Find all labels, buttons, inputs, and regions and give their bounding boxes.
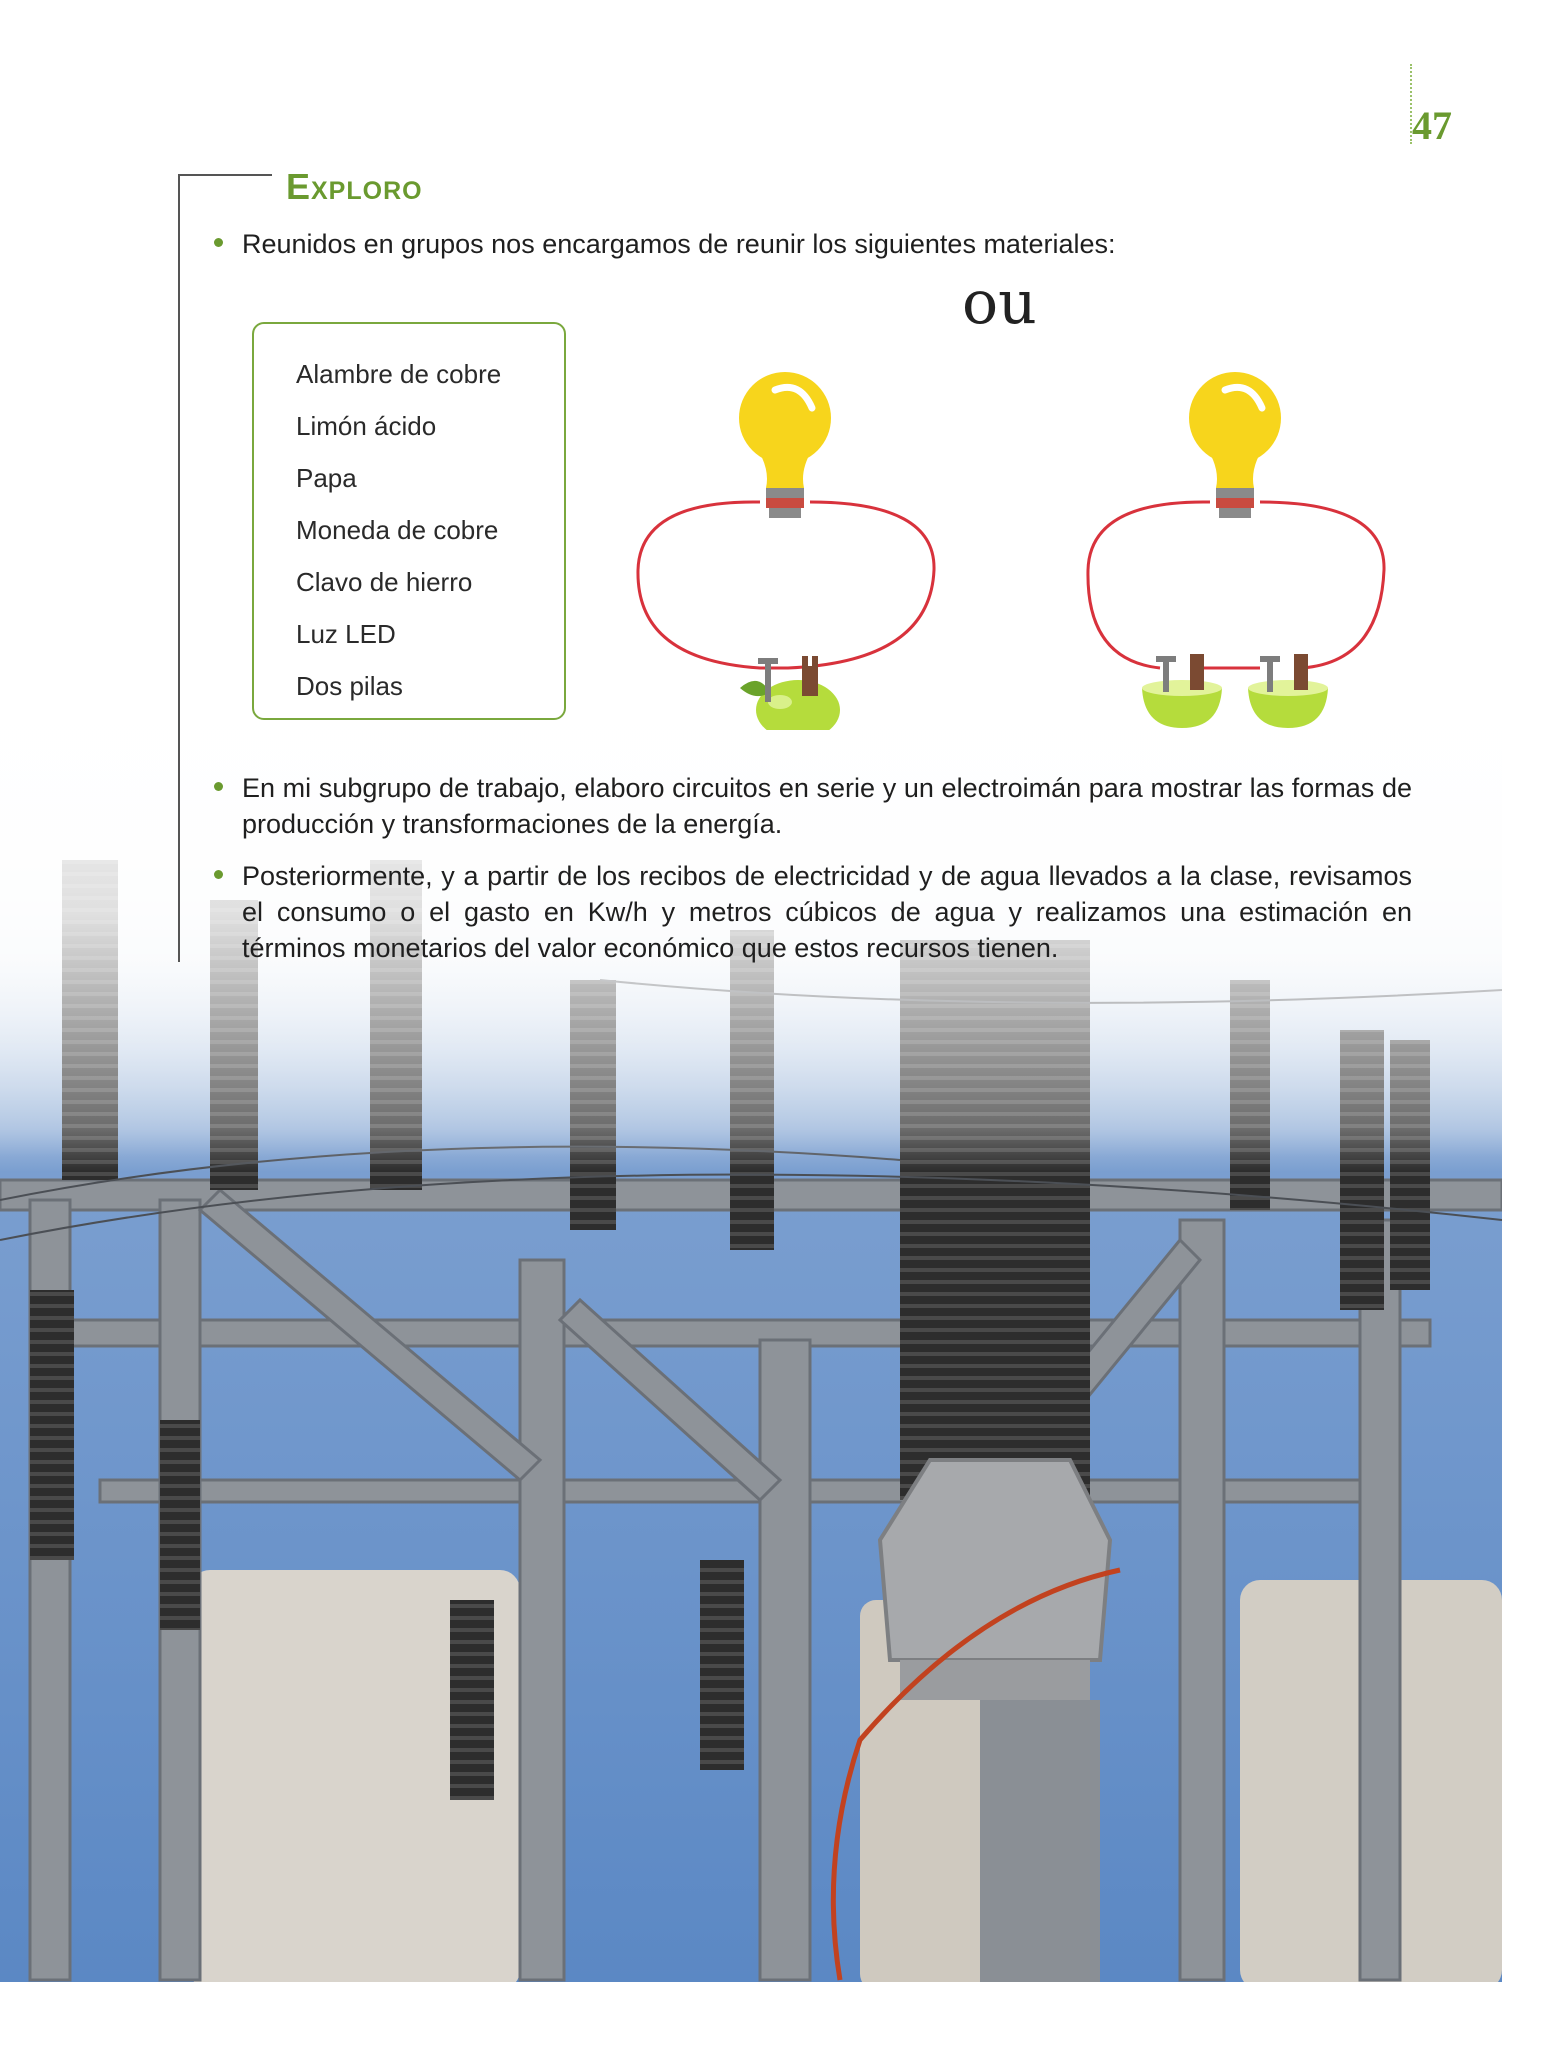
paragraph-receipts: Posteriormente, y a partir de los recibos de electricidad y de agua llevados a la clase, revisamos el consumo o el gasto en Kw/h y metros cúbicos de agua y realizamos una estimación en términos monetarios del valor económico que estos recursos tienen. bbox=[242, 861, 1412, 963]
lemon-icon bbox=[740, 680, 840, 730]
material-item: Moneda de cobre bbox=[296, 515, 499, 545]
materials-box bbox=[252, 322, 566, 720]
bullet-icon bbox=[214, 782, 223, 791]
circuit-wire bbox=[1088, 502, 1384, 668]
lemon-half-icon bbox=[1142, 680, 1222, 728]
section-rule-vertical bbox=[178, 174, 180, 962]
page-number: 47 bbox=[1412, 103, 1452, 148]
bullet-icon bbox=[214, 870, 223, 879]
section-rule-horizontal bbox=[178, 174, 272, 176]
light-bulb-icon bbox=[1189, 372, 1281, 518]
material-item: Luz LED bbox=[296, 619, 396, 649]
material-item: Papa bbox=[296, 463, 357, 493]
material-item: Alambre de cobre bbox=[296, 359, 502, 389]
materials-list bbox=[254, 324, 564, 712]
paragraph-subgroup: En mi subgrupo de trabajo, elaboro circuitos en serie y un electroimán para mostrar las formas de producción y transformaciones de la energía. bbox=[242, 773, 1412, 839]
material-item: Dos pilas bbox=[296, 671, 403, 701]
light-bulb-icon bbox=[739, 372, 831, 518]
circuit-wire bbox=[638, 502, 934, 668]
circuit-diagram-lemon bbox=[630, 350, 950, 730]
bullet-icon bbox=[214, 238, 223, 247]
lemon-half-icon bbox=[1248, 680, 1328, 728]
material-item: Limón ácido bbox=[296, 411, 437, 441]
intro-text: Reunidos en grupos nos encargamos de reunir los siguientes materiales: bbox=[242, 229, 1116, 259]
separator-word: ou bbox=[962, 268, 1037, 338]
section-title: Exploro bbox=[286, 166, 423, 207]
material-item: Clavo de hierro bbox=[296, 567, 473, 597]
circuit-diagram-two-lemons bbox=[1080, 350, 1400, 730]
